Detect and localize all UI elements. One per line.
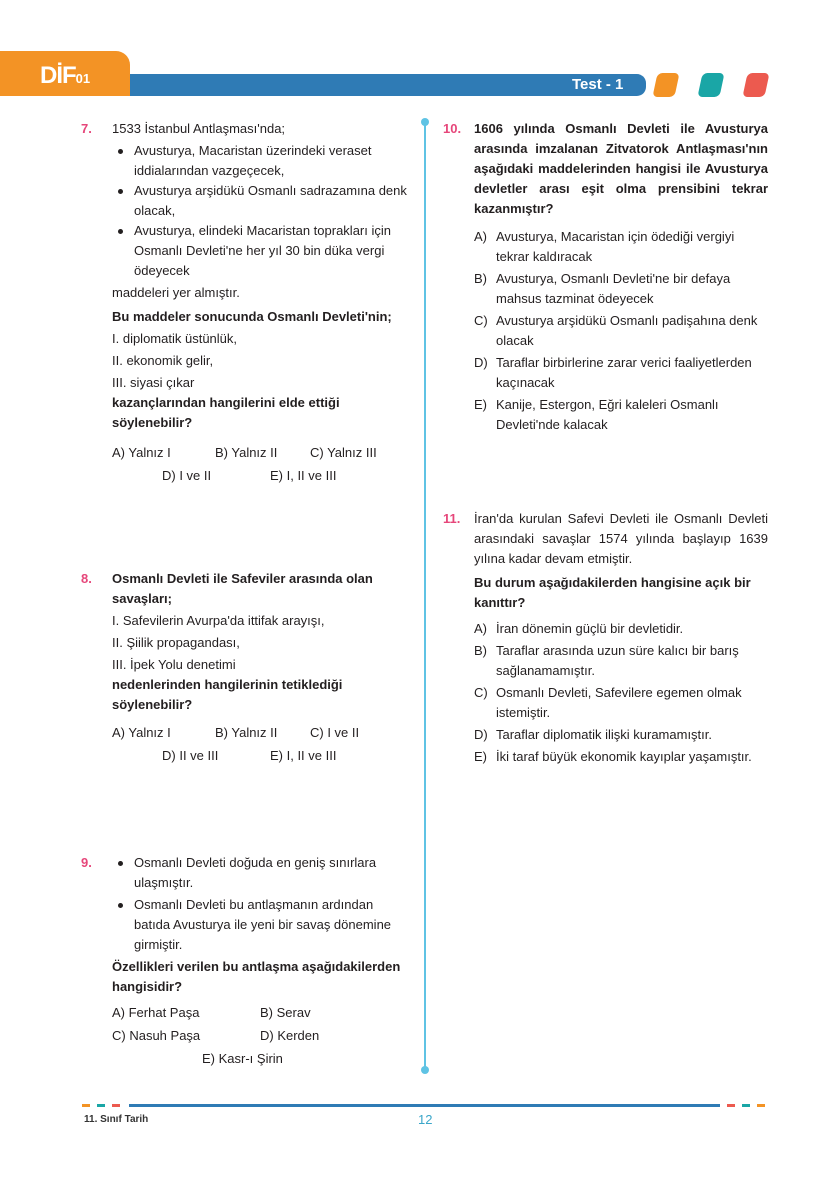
roman-item: I. diplomatik üstünlük, [112,331,238,346]
roman-item: I. Safevilerin Avurpa'da ittifak arayışı, [112,613,325,628]
roman-item: III. siyasi çıkar [112,375,195,390]
divider-dot [421,118,429,126]
option-text: Kanije, Estergon, Eğri kaleleri Osmanlı Devleti'nde kalacak [496,397,719,432]
option-b[interactable]: B) Yalnız II [215,445,278,460]
option-e[interactable] [474,395,768,435]
question-number: 10. [443,121,462,136]
bullet-item: Osmanlı Devleti doğuda en geniş sınırlara ulaşmıştır. [112,853,410,893]
option-letter: A) [474,621,487,636]
footer-dash [742,1104,750,1107]
question-prompt: 1606 yılında Osmanlı Devleti ile Avusturya arasında imzalanan Zitvatorok Antlaşması'nın aşağıdaki maddelerinden hangisi ile Avusturya devletler arası eşit olma prensibini tekrar kazanmıştır? [474,121,768,216]
option-a[interactable] [474,227,768,267]
option-a[interactable] [474,619,768,639]
option-d[interactable]: D) Kerden [260,1028,320,1043]
question-text: maddeleri yer almıştır. [112,285,240,300]
option-text: Taraflar birbirlerine zarar verici faaliyetlerden kaçınacak [496,355,752,390]
option-e[interactable]: E) I, II ve III [270,748,337,763]
roman-item: III. İpek Yolu denetimi [112,657,236,672]
question-prompt: Özellikleri verilen bu antlaşma aşağıdakilerden hangisidir? [112,959,401,994]
option-d[interactable] [474,353,768,393]
roman-item: II. ekonomik gelir, [112,353,214,368]
option-text: İran dönemin güçlü bir devletidir. [496,621,684,636]
question-number: 8. [81,571,92,586]
bullet-item: Avusturya, Macaristan üzerindeki veraset iddialarından vazgeçecek, [112,141,410,181]
option-d[interactable]: D) II ve III [162,748,219,763]
question-stem: İran'da kurulan Safevi Devleti ile Osmanlı Devleti arasındaki savaşlar 1574 yılında başlayıp 1639 yılına kadar devam etmiştir. [474,511,768,566]
question-prompt: Osmanlı Devleti ile Safeviler arasında olan savaşları; [112,571,373,606]
divider-dot [421,1066,429,1074]
footer-line [129,1104,720,1107]
option-text: Osmanlı Devleti, Safevilere egemen olmak istemiştir. [496,685,742,720]
footer-subject: 11. Sınıf Tarih [84,1114,149,1125]
option-letter: E) [474,749,487,764]
option-d[interactable] [474,725,768,745]
option-a[interactable]: A) Ferhat Paşa [112,1005,200,1020]
bullet-item: Osmanlı Devleti bu antlaşmanın ardından batıda Avusturya ile yeni bir savaş dönemine girmiştir. [112,895,410,955]
option-a[interactable]: A) Yalnız I [112,445,171,460]
page-number: 12 [418,1112,433,1127]
header-bar [118,74,646,96]
question-11 [443,509,768,767]
option-letter: C) [474,313,488,328]
option-text: İki taraf büyük ekonomik kayıplar yaşamıştır. [496,749,752,764]
question-9 [81,853,410,1072]
question-number: 9. [81,855,92,870]
option-letter: B) [474,271,487,286]
option-b[interactable]: B) Serav [260,1005,311,1020]
option-c[interactable] [474,311,768,351]
question-stem: 1533 İstanbul Antlaşması'nda; [112,121,286,136]
option-letter: E) [474,397,487,412]
option-letter: D) [474,355,488,370]
question-8 [81,569,410,769]
option-letter: B) [474,643,487,658]
question-prompt: kazançlarından hangilerini elde ettiği söylenebilir? [112,395,340,430]
option-e[interactable]: E) I, II ve III [270,468,337,483]
option-c[interactable]: C) I ve II [310,725,360,740]
question-prompt: nedenlerinden hangilerinin tetiklediği söylenebilir? [112,677,343,712]
footer-dash [757,1104,765,1107]
option-text: Avusturya, Macaristan için ödediği vergiyi tekrar kaldıracak [496,229,735,264]
question-prompt: Bu durum aşağıdakilerden hangisine açık bir kanıttır? [474,575,751,610]
option-text: Avusturya arşidükü Osmanlı padişahına denk olacak [496,313,758,348]
logo: DİF01 [40,62,91,89]
option-c[interactable] [474,683,768,723]
test-label: Test - 1 [572,76,624,93]
option-letter: A) [474,229,487,244]
footer-dash [112,1104,120,1107]
option-text: Taraflar diplomatik ilişki kuramamıştır. [496,727,712,742]
option-c[interactable]: C) Nasuh Paşa [112,1028,201,1043]
option-b[interactable] [474,269,768,309]
roman-item: II. Şiilik propagandası, [112,635,240,650]
bullet-item: Avusturya, elindeki Macaristan toprakları için Osmanlı Devleti'ne her yıl 30 bin düka vergi ödeyecek [112,221,410,281]
option-letter: C) [474,685,488,700]
question-number: 11. [443,511,461,526]
option-a[interactable]: A) Yalnız I [112,725,171,740]
option-e[interactable] [474,747,768,767]
red-chip-icon [742,73,769,97]
option-e[interactable]: E) Kasr-ı Şirin [202,1051,283,1066]
option-b[interactable] [474,641,768,681]
column-divider [424,122,426,1070]
footer-dash [727,1104,735,1107]
option-text: Avusturya, Osmanlı Devleti'ne bir defaya mahsus tazminat ödeyecek [496,271,731,306]
orange-chip-icon [652,73,679,97]
option-text: Taraflar arasında uzun süre kalıcı bir barış sağlanamamıştır. [496,643,739,678]
footer-dash [82,1104,90,1107]
question-10 [443,119,768,435]
question-prompt: Bu maddeler sonucunda Osmanlı Devleti'nin; [112,309,392,324]
bullet-item: Avusturya arşidükü Osmanlı sadrazamına denk olacak, [112,181,410,221]
option-c[interactable]: C) Yalnız III [310,445,377,460]
question-7 [81,119,410,489]
question-number: 7. [81,121,92,136]
option-letter: D) [474,727,488,742]
footer-dash [97,1104,105,1107]
option-d[interactable]: D) I ve II [162,468,212,483]
option-b[interactable]: B) Yalnız II [215,725,278,740]
teal-chip-icon [697,73,724,97]
